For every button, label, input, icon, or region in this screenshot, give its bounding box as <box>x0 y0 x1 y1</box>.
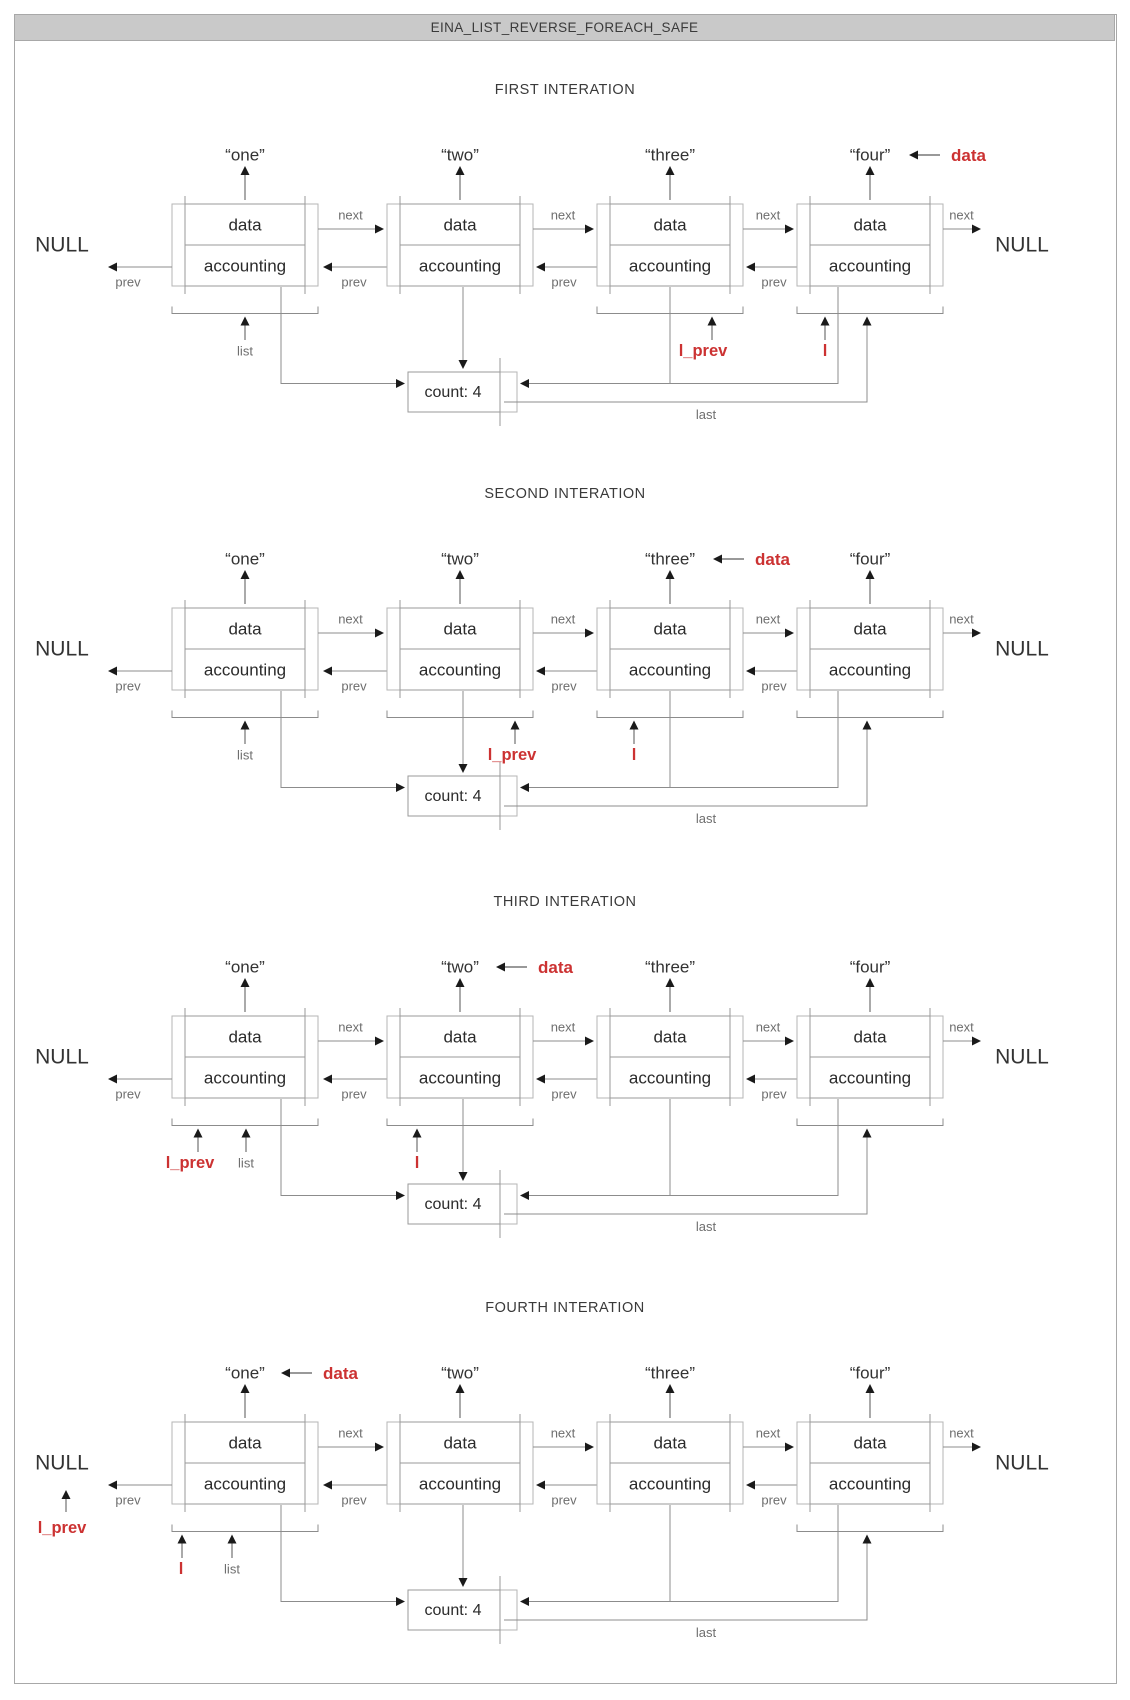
data-pointer-arrowhead <box>909 151 918 160</box>
next-arrowhead <box>785 1037 794 1046</box>
list-pointer-label: list <box>224 1561 240 1577</box>
iteration-heading: FIRST INTERATION <box>494 82 636 98</box>
last-pointer-label: last <box>695 811 717 826</box>
prev-arrowhead <box>323 1481 332 1490</box>
prev-label: prev <box>115 1086 141 1102</box>
node-value-label: “four” <box>849 1363 891 1383</box>
prev-label: prev <box>551 274 577 290</box>
next-arrowhead <box>585 1037 594 1046</box>
title-bar-text: EINA_LIST_REVERSE_FOREACH_SAFE <box>430 20 699 35</box>
accounting-bracket <box>387 711 533 718</box>
next-label: next <box>949 1019 974 1035</box>
data-cell-label: data <box>853 619 887 639</box>
arrowhead <box>863 1535 872 1544</box>
prev-arrowhead <box>323 667 332 676</box>
arrowhead <box>520 1191 529 1200</box>
arrowhead <box>241 317 250 326</box>
arrowhead <box>396 783 405 792</box>
prev-label: prev <box>551 1086 577 1102</box>
accounting-bracket <box>797 1525 943 1532</box>
data-cell-label: data <box>443 1027 477 1047</box>
arrowhead <box>821 317 830 326</box>
node-value-arrowhead <box>666 1384 675 1393</box>
data-cell-label: data <box>653 215 687 235</box>
arrowhead <box>396 1191 405 1200</box>
accounting-bracket <box>797 711 943 718</box>
l_prev-pointer-label: l_prev <box>37 1519 87 1537</box>
prev-label: prev <box>761 1086 787 1102</box>
prev-label: prev <box>761 1492 787 1508</box>
list-pointer-label: list <box>237 747 253 763</box>
next-arrowhead <box>972 629 981 638</box>
accounting-cell-label: accounting <box>628 1474 712 1494</box>
node-value-label: “one” <box>225 145 265 165</box>
next-label: next <box>550 1425 576 1441</box>
prev-arrowhead <box>746 1481 755 1490</box>
last-pointer-line <box>504 1134 867 1214</box>
prev-arrowhead <box>323 1075 332 1084</box>
data-cell-label: data <box>853 1027 887 1047</box>
arrowhead <box>630 721 639 730</box>
list-to-count-line <box>281 1505 400 1602</box>
accounting-cell-label: accounting <box>828 1068 912 1088</box>
node-value-label: “three” <box>644 549 696 569</box>
node-value-arrowhead <box>866 166 875 175</box>
arrowhead <box>863 317 872 326</box>
arrowhead <box>459 360 468 369</box>
arrowhead <box>194 1129 203 1138</box>
arrowhead <box>228 1535 237 1544</box>
data-cell-label: data <box>228 1027 262 1047</box>
accounting-bracket <box>387 1119 533 1126</box>
data-pointer-label: data <box>755 550 790 569</box>
next-arrowhead <box>375 1037 384 1046</box>
arrowhead <box>520 379 529 388</box>
last-pointer-label: last <box>695 1219 717 1234</box>
count-box-label: count: 4 <box>424 384 482 401</box>
prev-arrowhead <box>536 667 545 676</box>
iteration-heading: THIRD INTERATION <box>493 894 637 910</box>
prev-arrowhead <box>536 1481 545 1490</box>
list-to-count-line <box>281 691 400 788</box>
accounting-cell-label: accounting <box>203 660 287 680</box>
prev-arrowhead <box>108 263 117 272</box>
accounting-cell-label: accounting <box>203 256 287 276</box>
data-cell-label: data <box>228 215 262 235</box>
null-label-left: NULL <box>35 1045 89 1069</box>
accounting-cell-label: accounting <box>418 1474 502 1494</box>
next-arrowhead <box>585 629 594 638</box>
last-pointer-line <box>504 322 867 402</box>
arrowhead <box>413 1129 422 1138</box>
accounting-cell-label: accounting <box>418 256 502 276</box>
next-label: next <box>755 1019 781 1035</box>
data-pointer-label: data <box>323 1364 358 1383</box>
list-pointer-label: list <box>237 343 253 359</box>
node4-to-count-line <box>524 287 838 384</box>
data-cell-label: data <box>653 1433 687 1453</box>
node-value-label: “four” <box>849 549 891 569</box>
node-value-arrowhead <box>866 978 875 987</box>
arrowhead <box>708 317 717 326</box>
node-value-arrowhead <box>666 978 675 987</box>
prev-label: prev <box>115 274 141 290</box>
prev-label: prev <box>551 678 577 694</box>
node4-to-count-line <box>524 691 838 788</box>
node-value-arrowhead <box>456 1384 465 1393</box>
node-value-label: “three” <box>644 1363 696 1383</box>
iteration-heading: SECOND INTERATION <box>484 486 646 502</box>
prev-arrowhead <box>108 667 117 676</box>
node-value-label: “one” <box>225 957 265 977</box>
arrowhead <box>863 1129 872 1138</box>
accounting-cell-label: accounting <box>828 660 912 680</box>
accounting-cell-label: accounting <box>828 1474 912 1494</box>
data-pointer-label: data <box>538 958 573 977</box>
next-label: next <box>755 611 781 627</box>
node-value-label: “four” <box>849 145 891 165</box>
accounting-bracket <box>172 1119 318 1126</box>
arrowhead <box>511 721 520 730</box>
node-value-arrowhead <box>241 1384 250 1393</box>
next-label: next <box>338 1425 363 1441</box>
node-value-arrowhead <box>866 570 875 579</box>
data-pointer-arrowhead <box>281 1369 290 1378</box>
next-arrowhead <box>785 1443 794 1452</box>
data-cell-label: data <box>653 1027 687 1047</box>
next-arrowhead <box>972 1037 981 1046</box>
next-label: next <box>338 207 363 223</box>
node-value-arrowhead <box>456 978 465 987</box>
count-box-label: count: 4 <box>424 788 482 805</box>
arrowhead <box>396 1597 405 1606</box>
node-value-label: “four” <box>849 957 891 977</box>
arrowhead <box>242 1129 251 1138</box>
accounting-bracket <box>797 1119 943 1126</box>
null-label-left: NULL <box>35 233 89 257</box>
accounting-cell-label: accounting <box>418 1068 502 1088</box>
next-label: next <box>338 1019 363 1035</box>
node-value-arrowhead <box>666 166 675 175</box>
node-value-arrowhead <box>241 570 250 579</box>
node4-to-count-line <box>524 1505 838 1602</box>
accounting-bracket <box>172 307 318 314</box>
node-value-arrowhead <box>241 978 250 987</box>
next-label: next <box>755 1425 781 1441</box>
node-value-label: “three” <box>644 145 696 165</box>
arrowhead <box>62 1490 71 1499</box>
last-pointer-label: last <box>695 1625 717 1640</box>
node-value-arrowhead <box>866 1384 875 1393</box>
arrowhead <box>241 721 250 730</box>
data-cell-label: data <box>443 1433 477 1453</box>
prev-label: prev <box>761 274 787 290</box>
accounting-cell-label: accounting <box>203 1068 287 1088</box>
l-pointer-label: l <box>414 1154 420 1172</box>
null-label-left: NULL <box>35 637 89 661</box>
l-pointer-label: l <box>631 746 637 764</box>
null-label-right: NULL <box>995 233 1049 257</box>
data-cell-label: data <box>653 619 687 639</box>
node-value-arrowhead <box>456 570 465 579</box>
next-arrowhead <box>585 225 594 234</box>
iteration-heading: FOURTH INTERATION <box>485 1300 645 1316</box>
prev-arrowhead <box>536 263 545 272</box>
arrowhead <box>396 379 405 388</box>
prev-label: prev <box>341 1086 367 1102</box>
l_prev-pointer-label: l_prev <box>165 1154 215 1172</box>
node4-to-count-line <box>524 1099 838 1196</box>
null-label-left: NULL <box>35 1451 89 1475</box>
arrowhead <box>520 1597 529 1606</box>
next-arrowhead <box>972 1443 981 1452</box>
next-arrowhead <box>375 1443 384 1452</box>
prev-arrowhead <box>108 1481 117 1490</box>
node-value-arrowhead <box>241 166 250 175</box>
null-label-right: NULL <box>995 637 1049 661</box>
next-arrowhead <box>375 225 384 234</box>
next-arrowhead <box>375 629 384 638</box>
arrowhead <box>178 1535 187 1544</box>
count-box-label: count: 4 <box>424 1602 482 1619</box>
node-value-arrowhead <box>456 166 465 175</box>
prev-label: prev <box>115 678 141 694</box>
accounting-bracket <box>172 711 318 718</box>
accounting-cell-label: accounting <box>628 256 712 276</box>
last-pointer-label: last <box>695 407 717 422</box>
prev-label: prev <box>761 678 787 694</box>
last-pointer-line <box>504 726 867 806</box>
l_prev-pointer-label: l_prev <box>678 342 728 360</box>
data-pointer-arrowhead <box>713 555 722 564</box>
data-cell-label: data <box>443 619 477 639</box>
prev-arrowhead <box>746 263 755 272</box>
prev-arrowhead <box>323 263 332 272</box>
node-value-label: “two” <box>441 145 479 165</box>
next-label: next <box>949 207 974 223</box>
l-pointer-label: l <box>822 342 828 360</box>
l_prev-pointer-label: l_prev <box>487 746 537 764</box>
node-value-label: “one” <box>225 1363 265 1383</box>
accounting-cell-label: accounting <box>418 660 502 680</box>
list-to-count-line <box>281 287 400 384</box>
prev-label: prev <box>341 274 367 290</box>
next-arrowhead <box>585 1443 594 1452</box>
prev-arrowhead <box>108 1075 117 1084</box>
node-value-label: “three” <box>644 957 696 977</box>
accounting-cell-label: accounting <box>628 1068 712 1088</box>
node-value-label: “two” <box>441 549 479 569</box>
accounting-cell-label: accounting <box>203 1474 287 1494</box>
accounting-bracket <box>797 307 943 314</box>
next-label: next <box>550 1019 576 1035</box>
null-label-right: NULL <box>995 1045 1049 1069</box>
node-value-label: “two” <box>441 957 479 977</box>
next-arrowhead <box>785 629 794 638</box>
next-label: next <box>949 611 974 627</box>
prev-label: prev <box>551 1492 577 1508</box>
null-label-right: NULL <box>995 1451 1049 1475</box>
arrowhead <box>863 721 872 730</box>
node-value-label: “two” <box>441 1363 479 1383</box>
data-cell-label: data <box>228 1433 262 1453</box>
arrowhead <box>520 783 529 792</box>
accounting-bracket <box>172 1525 318 1532</box>
data-cell-label: data <box>853 215 887 235</box>
data-cell-label: data <box>443 215 477 235</box>
prev-label: prev <box>341 678 367 694</box>
last-pointer-line <box>504 1540 867 1620</box>
next-label: next <box>338 611 363 627</box>
accounting-cell-label: accounting <box>828 256 912 276</box>
accounting-cell-label: accounting <box>628 660 712 680</box>
arrowhead <box>459 1578 468 1587</box>
list-to-count-line <box>281 1099 400 1196</box>
l-pointer-label: l <box>178 1560 184 1578</box>
next-label: next <box>550 207 576 223</box>
node-value-arrowhead <box>666 570 675 579</box>
next-label: next <box>550 611 576 627</box>
prev-arrowhead <box>746 667 755 676</box>
prev-arrowhead <box>536 1075 545 1084</box>
arrowhead <box>459 764 468 773</box>
node-value-label: “one” <box>225 549 265 569</box>
data-pointer-arrowhead <box>496 963 505 972</box>
next-label: next <box>755 207 781 223</box>
arrowhead <box>459 1172 468 1181</box>
prev-label: prev <box>115 1492 141 1508</box>
next-arrowhead <box>972 225 981 234</box>
data-cell-label: data <box>853 1433 887 1453</box>
data-pointer-label: data <box>951 146 986 165</box>
count-box-label: count: 4 <box>424 1196 482 1213</box>
prev-arrowhead <box>746 1075 755 1084</box>
next-label: next <box>949 1425 974 1441</box>
prev-label: prev <box>341 1492 367 1508</box>
list-pointer-label: list <box>238 1155 254 1171</box>
next-arrowhead <box>785 225 794 234</box>
data-cell-label: data <box>228 619 262 639</box>
